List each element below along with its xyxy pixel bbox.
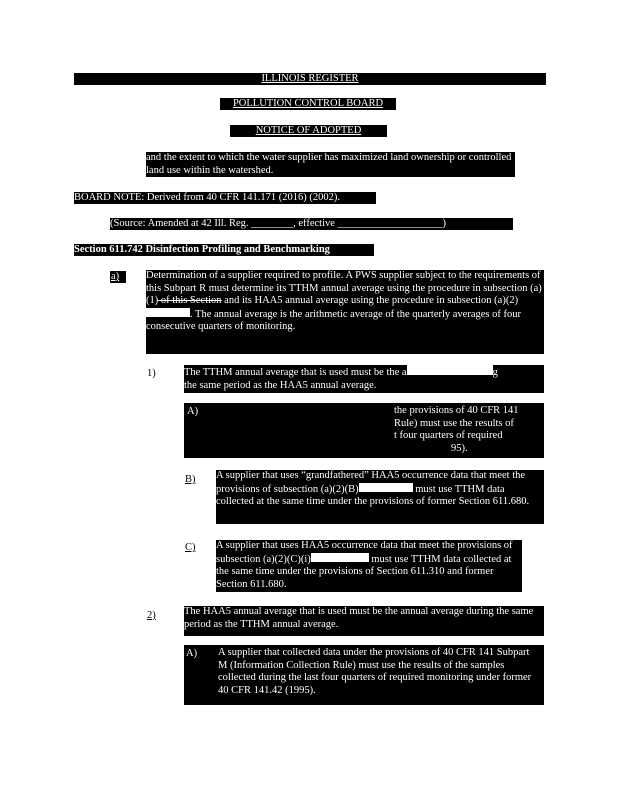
item-a-label (110, 271, 126, 283)
item-1-text-tail: g (492, 367, 498, 378)
item-a-text-part1: Determination of a supplier required to profile. A PWS supplier subject to the requirements of this Subpart R must determine its TTHM annual average using the procedure in subsection (a)(1) (146, 270, 542, 306)
item-2-label-text: 2) (147, 610, 156, 621)
item-1B-label-text: B) (185, 474, 196, 485)
item-a-label-text: a) (111, 271, 120, 282)
item-1C-paragraph (216, 540, 522, 592)
item-2-text: The HAA5 annual average that is used must be the annual average during the same period as the TTHM annual average. (184, 606, 534, 630)
item-1-text-main: The TTHM annual average that is used must be the a (184, 367, 407, 378)
item-2-label (146, 610, 162, 622)
item-a-redaction (146, 308, 190, 317)
item-1B-label (184, 474, 200, 486)
header-notice-line (230, 125, 387, 149)
item-1B-paragraph (216, 470, 544, 524)
item-1B-text-main: A supplier that uses “grandfathered” HAA5 occurrence data that meet the provisions of subsection (a)(2)(B) (216, 470, 526, 495)
item-1-label (146, 368, 162, 380)
item-2-paragraph (184, 606, 544, 636)
item-1B-text-tail: must use TTHM data collected at the same time under the provisions of former Section 611.680. (216, 483, 530, 507)
item-1A-line3: t four quarters of required (394, 430, 503, 441)
item-1A-line4: 95). (451, 442, 468, 454)
header-board-line (220, 98, 396, 110)
item-1-label-text: 1) (147, 368, 156, 379)
item-1C-text-main: A supplier that uses HAA5 occurrence data that meet the provisions of subsection (a)(2)(C)(i) (216, 540, 513, 565)
item-1C-text-tail: must use TTHM data collected at the same time under the provisions of Section 611.310 and former Section 611.680. (216, 553, 512, 590)
item-1-text (184, 365, 544, 380)
board-note (74, 192, 376, 204)
item-1-redaction (407, 365, 493, 375)
header-board-text: POLLUTION CONTROL BOARD (232, 98, 384, 109)
source-text: (Source: Amended at 42 Ill. Reg. ________, effective ____________________) (110, 218, 447, 229)
item-a-text-part2: and its HAA5 annual average using the procedure in subsection (a)(2) (221, 295, 519, 306)
intro-paragraph (146, 152, 515, 177)
item-1C-text (216, 540, 522, 591)
item-1-paragraph (184, 365, 544, 393)
item-1B-text (216, 470, 544, 509)
intro-text: and the extent to which the water supplier has maximized land ownership or controlled land use within the watershed. (146, 152, 512, 176)
item-2A-block (184, 645, 544, 705)
item-2A-text: A supplier that collected data under the provisions of 40 CFR 141 Subpart M (Information Collection Rule) must use the results of the samples collected during the last four quarters of required monitoring under former 40 CFR 141.42 (1995). (218, 647, 532, 696)
item-1-text-second-line: the same period as the HAA5 annual average. (184, 379, 377, 391)
item-1A-label: A) (187, 406, 199, 417)
header-notice-text: NOTICE OF ADOPTED AMENDMENTS (255, 125, 362, 149)
section-title-text: Section 611.742 Disinfection Profiling and Benchmarking (74, 244, 330, 255)
item-1A-line2: Rule) must use the results of (394, 417, 514, 429)
section-title (74, 244, 374, 256)
item-a-paragraph (146, 270, 544, 354)
board-note-text: BOARD NOTE: Derived from 40 CFR 141.171 (2016) (2002). (74, 192, 340, 203)
header-register-line (74, 73, 546, 85)
item-1C-label (184, 542, 200, 554)
item-1C-label-text: C) (185, 542, 196, 553)
item-1B-redaction (359, 483, 413, 492)
header-register-text: ILLINOIS REGISTER (261, 73, 359, 84)
item-a-struck-text: of this Section (158, 295, 222, 306)
item-a-text-part3: . The annual average is the arithmetic average of the quarterly averages of four consecutive quarters of monitoring. (146, 308, 521, 332)
source-line (110, 218, 513, 230)
item-2A-label: A) (186, 648, 198, 659)
item-1C-redaction (311, 553, 369, 562)
item-1A-block (184, 403, 544, 458)
item-1A-visible-text (394, 405, 544, 455)
item-a-text (146, 270, 544, 334)
item-1A-line1: the provisions of 40 CFR 141 (394, 405, 519, 416)
